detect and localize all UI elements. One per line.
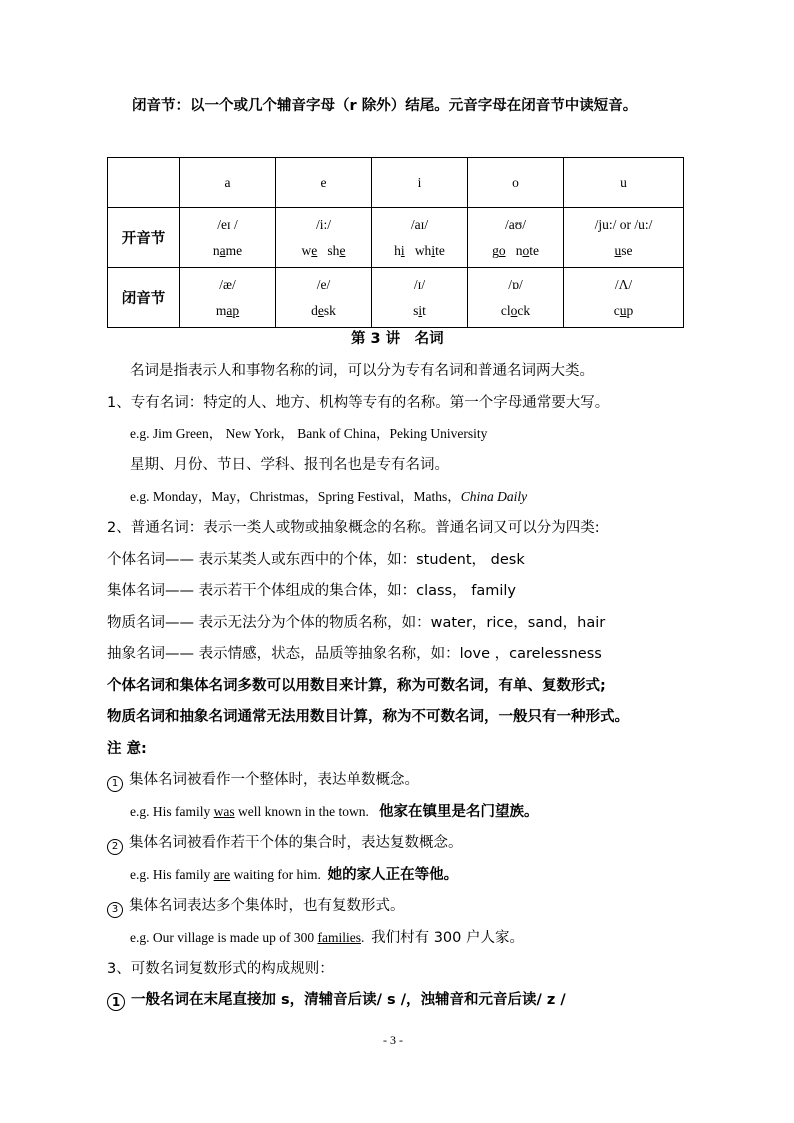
lecture-title: 第 3 讲 名词 xyxy=(351,331,444,347)
table-cell xyxy=(180,268,276,328)
example-line: e.g. Jim Green， New York， Bank of China，Peking University xyxy=(130,426,488,441)
table-corner-cell xyxy=(108,158,180,208)
uncountable-note: 物质名词和抽象名词通常无法用数目计算，称为不可数名词，一般只有一种形式。 xyxy=(107,709,629,725)
noun-type-line: 集体名词—— 表示若干个体组成的集合体，如：class， family xyxy=(107,583,516,599)
table-header: a xyxy=(180,158,276,208)
phonetic: /e/ xyxy=(316,276,331,292)
note-item: 2 集体名词被看作若干个体的集合时，表达复数概念。 xyxy=(107,834,463,855)
table-cell xyxy=(180,208,276,268)
example-line: e.g. His family was well known in the town. 他家在镇里是名门望族。 xyxy=(130,804,539,820)
table-header: o xyxy=(468,158,564,208)
table-header-row xyxy=(108,158,684,208)
row-label: 闭音节 xyxy=(108,268,180,328)
noun-definition: 名词是指表示人和事物名称的词，可以分为专有名词和普通名词两大类。 xyxy=(130,363,594,379)
row-label: 开音节 xyxy=(108,208,180,268)
proper-noun-heading: 1、专有名词：特定的人、地方、机构等专有的名称。第一个字母通常要大写。 xyxy=(107,395,610,411)
table-header: u xyxy=(564,158,684,208)
example-word: name xyxy=(212,242,243,258)
syllable-table xyxy=(107,157,684,328)
phonetic: /æ/ xyxy=(219,276,236,292)
table-cell xyxy=(276,268,372,328)
phonetic: /aʊ/ xyxy=(505,216,526,232)
phonetic: /eɪ / xyxy=(217,216,238,232)
table-cell xyxy=(372,268,468,328)
plural-rule-item: 1 一般名词在末尾直接加 s，清辅音后读/ s /，浊辅音和元音后读/ z / xyxy=(107,991,566,1011)
table-cell xyxy=(468,268,564,328)
phonetic: /Λ/ xyxy=(614,276,633,292)
table-header: i xyxy=(372,158,468,208)
noun-type-line: 抽象名词—— 表示情感，状态，品质等抽象名称，如：love ，carelessness xyxy=(107,646,602,662)
page-number: - 3 - xyxy=(383,1033,403,1047)
note-item: 3 集体名词表达多个集体时，也有复数形式。 xyxy=(107,897,405,918)
phonetic: /ɪ/ xyxy=(413,276,426,292)
phonetic: /ɒ/ xyxy=(508,276,523,292)
table-cell xyxy=(276,208,372,268)
example-word: go note xyxy=(492,242,539,258)
example-word: clock xyxy=(500,302,531,318)
phonetic: /i:/ xyxy=(315,216,331,232)
example-line: e.g. Monday，May，Christmas，Spring Festival，Maths，China Daily xyxy=(130,489,528,504)
countable-note: 个体名词和集体名词多数可以用数目来计算，称为可数名词，有单、复数形式; xyxy=(107,678,606,694)
noun-type-line: 物质名词—— 表示无法分为个体的物质名称，如：water，rice，sand，hair xyxy=(107,615,606,631)
table-header: e xyxy=(276,158,372,208)
closed-syllable-intro: 闭音节：以一个或几个辅音字母（r 除外）结尾。元音字母在闭音节中读短音。 xyxy=(132,98,638,114)
table-row xyxy=(108,268,684,328)
circled-number: 3 xyxy=(107,902,123,918)
example-word: map xyxy=(215,302,240,318)
table-cell xyxy=(372,208,468,268)
example-line: e.g. His family are waiting for him. 她的家人正在等他。 xyxy=(130,867,459,883)
phonetic: /ju:/ or /u:/ xyxy=(594,216,653,232)
example-word: we she xyxy=(301,242,346,258)
common-noun-heading: 2、普通名词：表示一类人或物或抽象概念的名称。普通名词又可以分为四类: xyxy=(107,520,600,536)
table-cell xyxy=(468,208,564,268)
phonetic: /aɪ/ xyxy=(410,216,429,232)
example-word: sit xyxy=(413,302,426,318)
circled-number: 1 xyxy=(107,993,125,1011)
proper-noun-note: 星期、月份、节日、学科、报刊名也是专有名词。 xyxy=(130,457,449,473)
note-heading: 注 意: xyxy=(107,741,147,757)
plural-rules-heading: 3、可数名词复数形式的构成规则： xyxy=(107,961,334,977)
example-word: cup xyxy=(613,302,634,318)
example-word: desk xyxy=(311,302,336,318)
noun-type-line: 个体名词—— 表示某类人或东西中的个体，如：student， desk xyxy=(107,552,525,568)
table-cell xyxy=(564,208,684,268)
table-row xyxy=(108,208,684,268)
example-line: e.g. Our village is made up of 300 families. 我们村有 300 户人家。 xyxy=(130,930,524,946)
note-item: 1 集体名词被看作一个整体时，表达单数概念。 xyxy=(107,771,419,792)
circled-number: 2 xyxy=(107,839,123,855)
circled-number: 1 xyxy=(107,776,123,792)
example-word: use xyxy=(614,242,633,258)
example-word: hi white xyxy=(394,242,445,258)
table-cell xyxy=(564,268,684,328)
